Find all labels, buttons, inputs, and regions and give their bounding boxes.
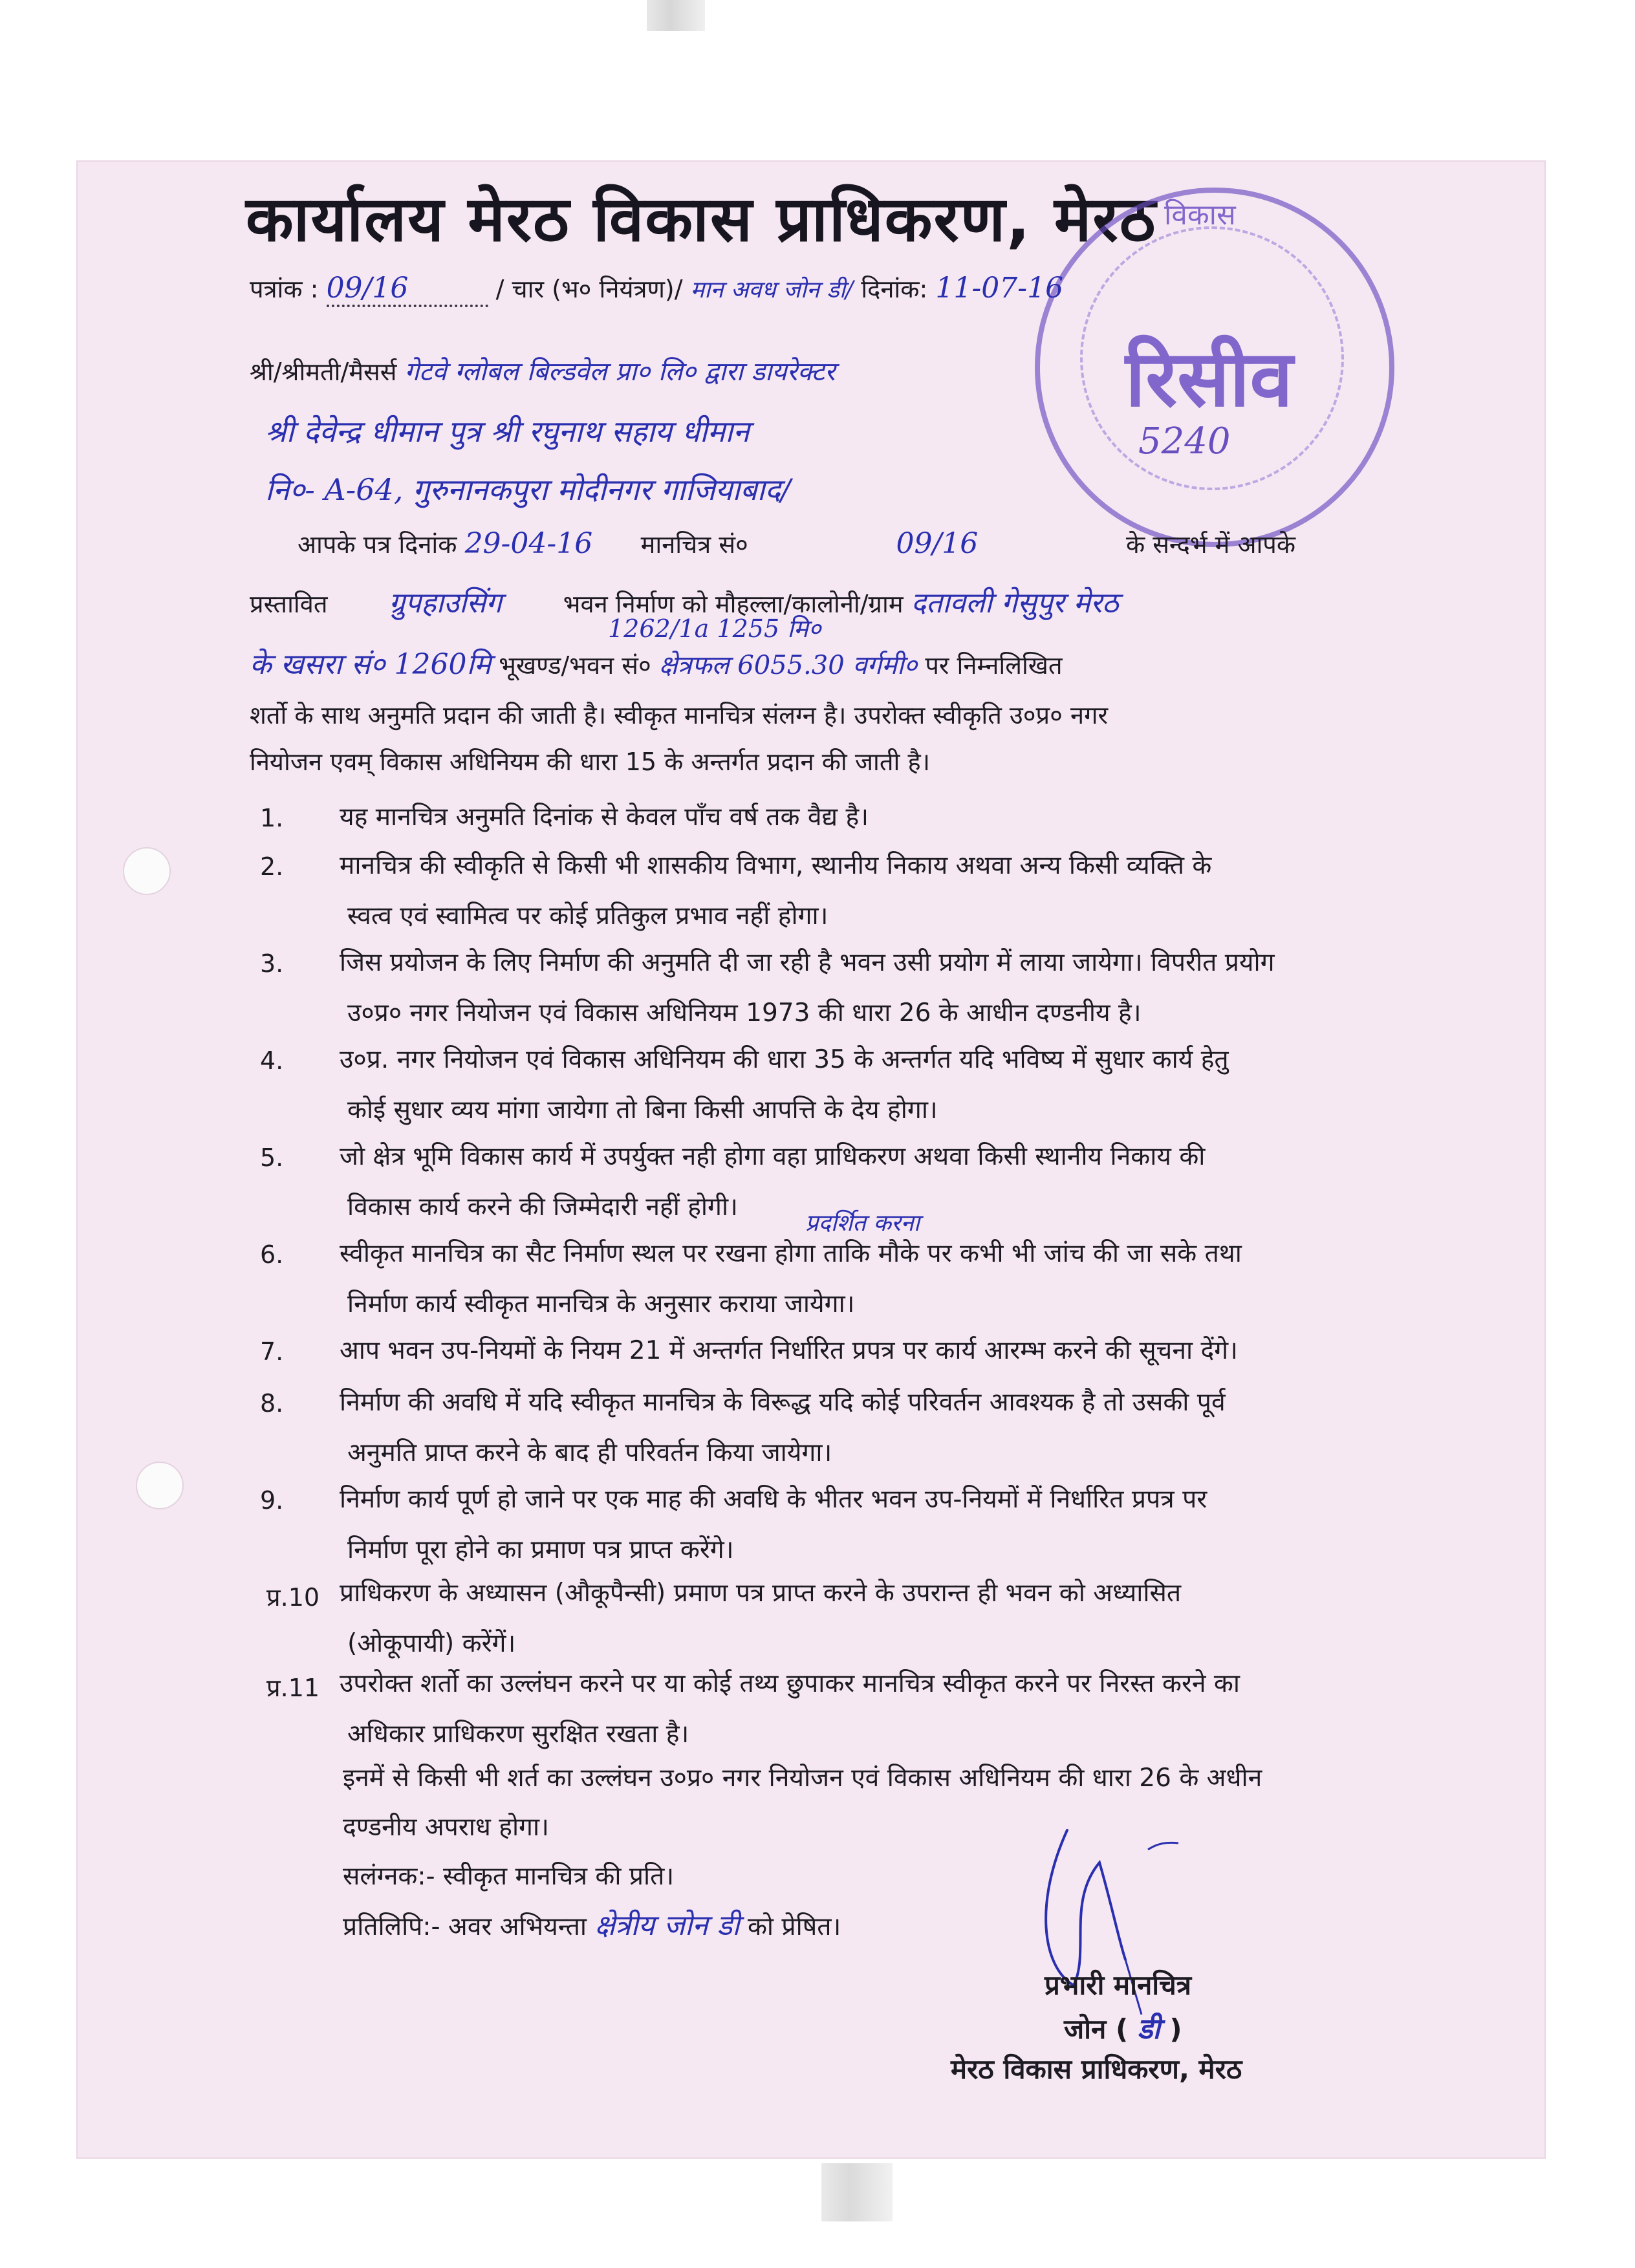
- addressee-label: श्री/श्रीमती/मैसर्स: [250, 358, 397, 386]
- condition-line: निर्माण कार्य स्वीकृत मानचित्र के अनुसार कराया जायेगा।: [347, 1290, 855, 1319]
- condition-line: उ०प्र० नगर नियोजन एवं विकास अधिनियम 1973 की धारा 26 के आधीन दण्डनीय है।: [347, 999, 1142, 1028]
- condition-line: मानचित्र की स्वीकृति से किसी भी शासकीय विभाग, स्थानीय निकाय अथवा अन्य किसी व्यक्ति के: [340, 851, 1212, 880]
- condition-line: उ०प्र. नगर नियोजन एवं विकास अधिनियम की धारा 35 के अन्तर्गत यदि भविष्य में सुधार कार्य हेतु: [340, 1045, 1229, 1074]
- stamp-number: 5240: [1138, 420, 1231, 462]
- condition-number: 8.: [260, 1389, 284, 1418]
- condition-text: [340, 1035, 1336, 1136]
- condition-text: [340, 1568, 1336, 1669]
- condition-line: उपरोक्त शर्तो का उल्लंघन करने पर या कोई तथ्य छुपाकर मानचित्र स्वीकृत करने पर निरस्त करने का: [340, 1669, 1240, 1698]
- proposed-khasra-extra: 1262/1a 1255 मि०: [608, 614, 821, 643]
- tape-scrap-bottom: [821, 2163, 893, 2221]
- letter-ref-suffix: के सन्दर्भ में आपके: [1125, 530, 1296, 559]
- closing-line-3: सलंग्नक:- स्वीकृत मानचित्र की प्रति।: [343, 1862, 675, 1891]
- condition-line: आप भवन उप-नियमों के नियम 21 में अन्तर्गत निर्धारित प्रपत्र पर कार्य आरम्भ करने की सूचना देंगे।: [340, 1336, 1238, 1365]
- scan-margin-top: [0, 0, 1635, 160]
- copy-suffix: को प्रेषित।: [747, 1912, 841, 1941]
- condition-line: अधिकार प्राधिकरण सुरक्षित रखता है।: [347, 1720, 689, 1749]
- letter-ref-map-no: 09/16: [896, 527, 979, 560]
- condition-line: स्वीकृत मानचित्र का सैट निर्माण स्थल पर रखना होगा ताकि मौके पर कभी भी जांच की जा सके तथा: [340, 1239, 1242, 1268]
- condition-line: निर्माण की अवधि में यदि स्वीकृत मानचित्र के विरूद्ध यदि कोई परिवर्तन आवश्यक है तो उसकी पूर्व: [340, 1388, 1226, 1417]
- condition-line: अनुमति प्राप्त करने के बाद ही परिवर्तन किया जायेगा।: [347, 1438, 832, 1467]
- copy-hand: क्षेत्रीय जोन डी: [594, 1909, 740, 1942]
- condition-number: 2.: [260, 852, 284, 881]
- condition-number: 9.: [260, 1486, 284, 1515]
- condition-number: 5.: [260, 1143, 284, 1172]
- addressee-line-3: नि०- A-64, गुरुनानकपुरा मोदीनगर गाजियाबाद/: [265, 472, 791, 507]
- hand-note-condition-6: प्रदर्शित करना: [805, 1210, 920, 1237]
- signature-designation: प्रभारी मानचित्र: [1045, 1969, 1192, 2001]
- condition-line: कोई सुधार व्यय मांगा जायेगा तो बिना किसी आपत्ति के देय होगा।: [347, 1096, 938, 1125]
- proposed-plot-label: भूखण्ड/भवन सं०: [499, 651, 651, 680]
- addressee-name: गेटवे ग्लोबल बिल्डवेल प्रा० लि० द्वारा डायरेक्टर: [404, 357, 836, 387]
- condition-number: 4.: [260, 1046, 284, 1075]
- signature-authority: मेरठ विकास प्राधिकरण, मेरठ: [951, 2053, 1242, 2085]
- letter-ref-line: [298, 527, 1295, 561]
- intro-line-2: नियोजन एवम् विकास अधिनियम की धारा 15 के अन्तर्गत प्रदान की जाती है।: [250, 748, 931, 776]
- ref-office-prefix: / चार (भ० नियंत्रण)/: [495, 275, 683, 303]
- ref-label: पत्रांक :: [250, 275, 319, 303]
- letter-ref-date: 29-04-16: [464, 527, 593, 560]
- punch-hole-upper: [123, 847, 171, 895]
- signature-zone: [1064, 2008, 1182, 2047]
- condition-text: [340, 841, 1336, 942]
- condition-number: प्र.11: [266, 1674, 320, 1702]
- ref-number-field: [327, 272, 488, 307]
- ref-office-hand: मान अवध जोन डी/: [690, 277, 854, 303]
- proposed-middle: भवन निर्माण को मौहल्ला/कालोनी/ग्राम: [563, 590, 904, 618]
- stamp-received-text: रिसीव: [1125, 333, 1294, 424]
- condition-text: [340, 1229, 1336, 1330]
- condition-line: प्राधिकरण के अध्यासन (औकूपैन्सी) प्रमाण पत्र प्राप्त करने के उपरान्त ही भवन को अध्यासित: [340, 1579, 1182, 1608]
- reference-line: [250, 272, 1063, 307]
- letter-ref-map-label: मानचित्र सं०: [640, 530, 748, 559]
- condition-line: निर्माण पूरा होने का प्रमाण पत्र प्राप्त करेंगे।: [347, 1535, 734, 1564]
- proposed-suffix: पर निम्नलिखित: [925, 651, 1063, 680]
- condition-number: 1.: [260, 804, 284, 832]
- condition-text: [340, 1659, 1336, 1760]
- addressee-line-1: [250, 352, 835, 388]
- proposed-khasra: के खसरा सं० 1260मि: [250, 648, 492, 681]
- condition-line: निर्माण कार्य पूर्ण हो जाने पर एक माह की अवधि के भीतर भवन उप-नियमों में निर्धारित प्रपत्र पर: [340, 1485, 1207, 1514]
- condition-line: यह मानचित्र अनुमति दिनांक से केवल पाँच वर्ष तक वैद्य है।: [340, 803, 869, 832]
- ref-date: 11-07-16: [935, 272, 1064, 305]
- letter-ref-label: आपके पत्र दिनांक: [298, 530, 457, 559]
- intro-line-1: शर्तो के साथ अनुमति प्रदान की जाती है। स्वीकृत मानचित्र संलग्न है। उपरोक्त स्वीकृति उ०प्र० नगर: [250, 701, 1109, 729]
- condition-text: [340, 938, 1336, 1039]
- condition-line: (ओकूपायी) करेंगें।: [347, 1629, 516, 1658]
- condition-text: [340, 1474, 1336, 1575]
- condition-text: [340, 1377, 1336, 1478]
- condition-text: [340, 792, 1336, 843]
- condition-line: स्वत्व एवं स्वामित्व पर कोई प्रतिकुल प्रभाव नहीं होगा।: [347, 902, 828, 931]
- stamp-top-text: विकास: [1164, 199, 1236, 232]
- condition-line: विकास कार्य करने की जिम्मेदारी नहीं होगी।: [347, 1193, 738, 1222]
- condition-text: [340, 1326, 1336, 1376]
- condition-number: 6.: [260, 1240, 284, 1269]
- tape-scrap-top: [647, 0, 705, 31]
- punch-hole-lower: [136, 1462, 184, 1509]
- condition-number: 3.: [260, 949, 284, 978]
- proposed-village: दतावली गेसुपुर मेरठ: [911, 587, 1119, 620]
- signature-zone-prefix: जोन (: [1064, 2013, 1129, 2045]
- proposed-label: प्रस्तावित: [250, 590, 328, 618]
- condition-line: जिस प्रयोजन के लिए निर्माण की अनुमति दी जा रही है भवन उसी प्रयोग में लाया जायेगा। विपरीत प्रयोग: [340, 948, 1275, 977]
- signature-zone-hand: डी: [1137, 2013, 1160, 2046]
- ref-date-label: दिनांक:: [861, 275, 928, 303]
- office-title: कार्यालय मेरठ विकास प्राधिकरण, मेरठ: [246, 183, 1157, 255]
- closing-line-1: इनमें से किसी भी शर्त का उल्लंघन उ०प्र० नगर नियोजन एवं विकास अधिनियम की धारा 26 के अधीन: [343, 1764, 1262, 1793]
- khasra-line: [250, 643, 1063, 682]
- condition-line: जो क्षेत्र भूमि विकास कार्य में उपर्युक्त नही होगा वहा प्राधिकरण अथवा किसी स्थानीय निकाय की: [340, 1142, 1206, 1171]
- ref-number: 09/16: [326, 272, 409, 305]
- copy-prefix: प्रतिलिपि:- अवर अभियन्ता: [343, 1912, 587, 1941]
- addressee-line-2: श्री देवेन्द्र धीमान पुत्र श्री रघुनाथ सहाय धीमान: [265, 414, 750, 449]
- condition-number: प्र.10: [266, 1583, 320, 1612]
- condition-number: 7.: [260, 1337, 284, 1366]
- closing-line-2: दण्डनीय अपराध होगा।: [343, 1813, 549, 1842]
- intro-paragraph: [250, 692, 1108, 785]
- proposed-area: क्षेत्रफल 6055.30 वर्गमी०: [658, 651, 918, 680]
- signature-zone-suffix: ): [1169, 2013, 1182, 2045]
- proposed-type: ग्रुपहाउसिंग: [389, 587, 502, 620]
